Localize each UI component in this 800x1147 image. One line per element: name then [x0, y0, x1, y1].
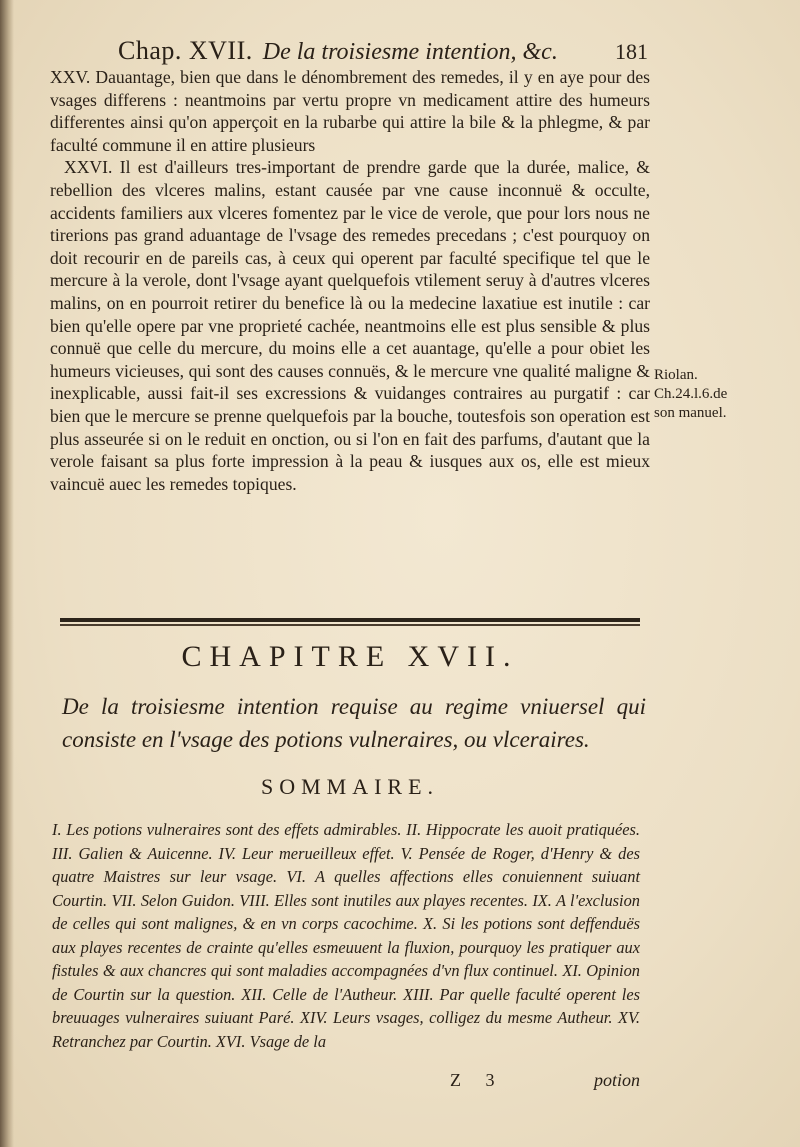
ornamental-rule [60, 614, 640, 628]
chapter-heading: CHAPITRE XVII. [181, 640, 519, 673]
margin-note-line: son manuel. [654, 405, 727, 421]
catchword: potion [593, 1070, 640, 1090]
margin-note [654, 366, 764, 423]
header-chapter: Chap. XVII. [118, 36, 253, 65]
running-header [118, 36, 648, 66]
page-number: 181 [615, 39, 648, 64]
sommaire-heading: SOMMAIRE. [260, 774, 440, 799]
chapter-subtitle: De la troisiesme intention requise au regime vniuersel qui consiste en l'vsage des potions vulneraires, ou vlceraires. [62, 694, 646, 752]
rule-thin-line [60, 624, 640, 626]
paragraph-xxvi: XXVI. Il est d'ailleurs tres-important de prendre garde que la durée, malice, & rebellion des vlceres malins, estant causée par vne cause inconnuë & occulte, accidents familiers aux vlceres fomentez par le vice de verole, que pour lors nous ne tirerions pas grand aduantage de l'vsage des remedes precedans ; c'est pourquoy on doit recourir en de pareils cas, à ceux qui operent par faculté specifique tel que le mercure à la verole, dont l'vsage ayant quelquefois vtilement seruy à d'autres vlceres malins, on en pourroit retirer du benefice là ou la medecine laxatiue est inutile : car bien qu'elle opere par vne proprieté cachée, neantmoins elle est plus sensible & plus connuë que celle du mercure, du moins elle a cet auantage, qu'elle a pour obiet les humeurs vicieuses, qui sont des causes connuës, & le mercure vne qualité maligne & inexplicable, aussi fait-il ses excressions & vuidanges contraires au purgatif : car bien que le mercure se prenne quelquefois par la bouche, toutesfois son operation est plus asseurée si on le reduit en onction, ou si l'on en fait des parfums, d'autant que la verole faisant sa plus forte impression à la peau & iusques aux os, elle est mieux vaincuë auec les remedes topiques. [50, 157, 650, 494]
body-text [50, 66, 650, 495]
page-gutter-shadow [0, 0, 14, 1147]
signature-mark: Z 3 [450, 1070, 505, 1090]
header-title: De la troisiesme intention, &c. [262, 39, 558, 65]
rule-thick-line [60, 618, 640, 622]
paragraph-xxv: XXV. Dauantage, bien que dans le dénombrement des remedes, il y en aye pour des vsages differens : neantmoins par vertu propre vn medicament attire des humeurs differentes ainsi qu'on apperçoit en la rubarbe qui attire la bile & la phlegme, & par faculté commune il en attire plusieurs [50, 67, 650, 155]
summary-text: I. Les potions vulneraires sont des effets admirables. II. Hippocrate les auoit pratiquées. III. Galien & Auicenne. IV. Leur merueilleux effet. V. Pensée de Roger, d'Henry & des quatre Maistres sur leur vsage. VI. A quelles affections elles conuiennent suiuant Courtin. VII. Selon Guidon. VIII. Elles sont inutiles aux playes recentes. IX. A l'exclusion de celles qui sont malignes, & en vn corps cacochime. X. Si les potions sont deffenduës aux playes recentes de crainte qu'elles esmeuuent la fluxion, pourquoy les pratiquer aux fistules & aux chancres qui sont maladies accompagnées d'vn flux continuel. XI. Opinion de Courtin sur la question. XII. Celle de l'Autheur. XIII. Par quelle faculté operent les breuuages vulneraires suiuant Paré. XIV. Leurs vsages, colligez du mesme Autheur. XV. Retranchez par Courtin. XVI. Vsage de la [52, 820, 640, 1051]
margin-note-line: Riolan. [654, 367, 698, 383]
margin-note-line: Ch.24.l.6.de [654, 386, 728, 402]
page-footer [430, 1070, 640, 1091]
